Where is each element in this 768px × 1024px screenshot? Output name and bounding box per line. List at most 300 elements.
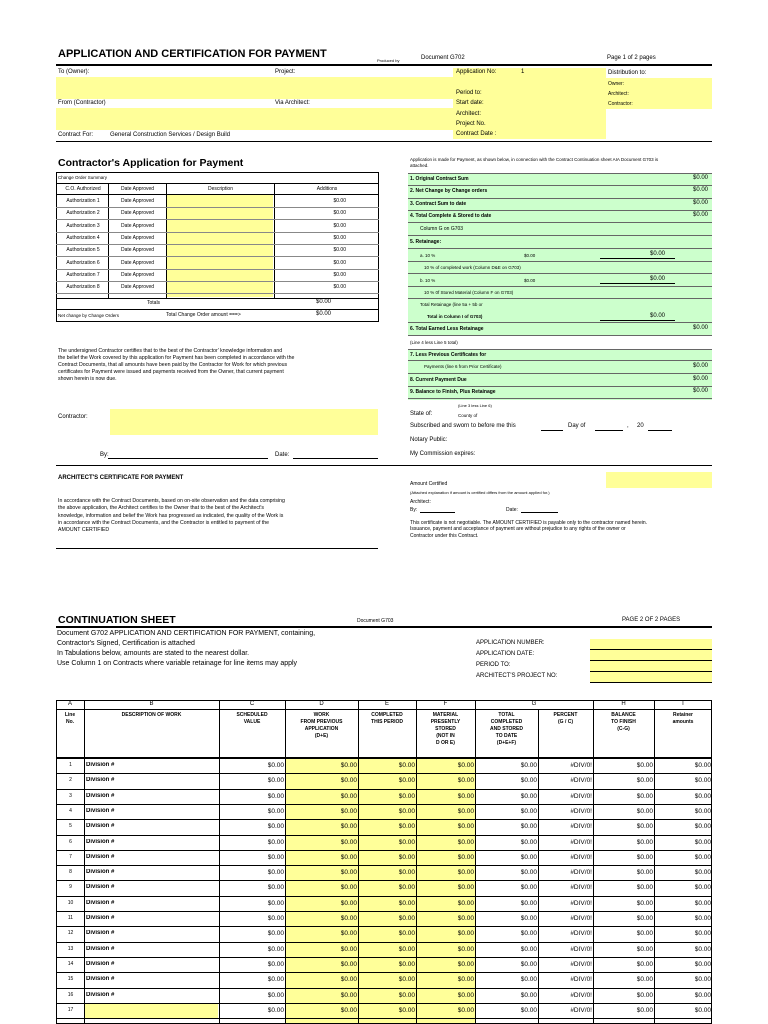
col-heading-line: Line [64,712,76,718]
cell-e[interactable]: $0.00 [398,792,415,800]
cell-f[interactable]: $0.00 [457,823,474,831]
cell-g: $0.00 [520,777,537,785]
col-letter: A [67,701,72,707]
col-heading-line: (D+E) [314,733,329,739]
arch-line: AMOUNT CERTIFIED [58,527,110,534]
cont-rule [56,626,712,628]
cell-h: $0.00 [636,1006,653,1014]
cell-h: $0.00 [636,823,653,831]
cell-f[interactable]: $0.00 [457,777,474,785]
cell-desc[interactable]: Division # [86,915,115,921]
col-divider [654,700,655,1024]
retainage-b: b. 10 % [420,278,436,283]
cell-d[interactable]: $0.00 [340,1006,357,1014]
cell-desc[interactable]: Division # [86,838,115,845]
cell-g: $0.00 [520,1006,537,1014]
retainage-b-value: $0.00 [524,278,536,283]
table-row-rule [56,1018,712,1019]
col-divider [285,700,286,1024]
architect-cert-title: ARCHITECT'S CERTIFICATE FOR PAYMENT [58,475,184,481]
cell-h: $0.00 [636,945,653,953]
cell-h: $0.00 [636,960,653,968]
cell-no: 2 [69,777,72,784]
cell-desc[interactable]: Division # [86,899,115,906]
period-to-label-2: PERIOD TO: [476,662,511,668]
cell-i: $0.00 [694,991,711,999]
line5-label: 5. Retainage: [410,239,442,245]
cell-c[interactable]: $0.00 [267,884,284,892]
period-to-label: Period to: [456,90,482,96]
cell-f[interactable]: $0.00 [457,762,474,769]
cell-no: 9 [69,884,72,891]
col-heading [358,712,416,726]
subscribed-label: Subscribed and sworn to before me this [410,423,516,429]
cert-line: certificates for Payment were issued and payments received from the Owner, that current payment [58,369,284,375]
line7-value: $0.00 [693,363,709,369]
cell-e[interactable]: $0.00 [398,945,415,953]
from-contractor-label: From (Contractor) [58,100,106,106]
cell-f[interactable]: $0.00 [457,869,474,877]
cell-f[interactable]: $0.00 [457,945,474,953]
summary-rule [408,261,712,262]
cell-h: $0.00 [636,930,653,938]
summary-rule [408,248,712,249]
cell-no: 5 [69,823,72,830]
cell-f[interactable]: $0.00 [457,884,474,892]
col-heading-line: TO DATE [495,733,518,739]
cell-i: $0.00 [694,823,711,831]
cell-h: $0.00 [636,792,653,800]
cell-pct: #DIV/0! [570,838,592,846]
cell-d[interactable]: $0.00 [340,792,357,800]
table-row-rule [56,850,712,851]
arch-line: in accordance with the Contract Documents, and the Contractor is entitled to payment of the [58,519,270,526]
start-date-label: Start date: [456,100,484,106]
cell-c[interactable]: $0.00 [267,762,284,769]
cell-i: $0.00 [694,853,711,861]
cell-pct: #DIV/0! [570,762,592,769]
co-addition-value: $0.00 [333,271,346,278]
col-add-header: Additions [316,186,338,192]
cell-h: $0.00 [636,915,653,922]
dist-owner-label: Owner: [608,81,625,87]
co-date-approved: Date Approved [120,284,155,291]
col-heading [475,712,538,747]
continuation-notes [57,629,315,669]
line9-label: 9. Balance to Finish, Plus Retainage [410,389,496,395]
col-divider [593,700,594,1024]
col-heading [654,712,712,726]
co-addition-value: $0.00 [333,259,346,266]
project-label: Project: [275,69,296,75]
cell-e[interactable]: $0.00 [398,960,415,968]
cell-g: $0.00 [520,915,537,922]
line6-value: $0.00 [693,325,709,331]
line7-label: 7. Less Previous Certificates for [410,352,487,358]
cell-d[interactable]: $0.00 [340,976,357,984]
nn-line: Contractor under this Contract. [410,532,479,539]
cell-desc[interactable]: Division # [86,884,115,891]
cell-e[interactable]: $0.00 [398,930,415,938]
co-row-rule [56,293,379,294]
co-date-approved: Date Approved [120,210,155,217]
col-heading [285,712,358,740]
cell-e[interactable]: $0.00 [398,899,415,907]
cell-desc[interactable]: Division # [86,945,115,952]
cell-g: $0.00 [520,762,537,769]
cell-f[interactable]: $0.00 [457,915,474,922]
contractor-app-title: Contractor's Application for Payment [58,157,244,169]
by-line [108,458,268,459]
info-line [590,660,712,661]
cell-c[interactable]: $0.00 [267,792,284,800]
cell-d[interactable]: $0.00 [340,838,357,846]
by-label: By: [100,452,109,458]
co-authorization: Authorization 6 [66,259,100,266]
application-no-label: Application No: [456,69,497,75]
cell-pct: #DIV/0! [570,930,592,938]
co-date-approved: Date Approved [120,247,155,254]
cell-desc[interactable]: Division # [86,792,115,799]
table-row-rule [56,942,712,943]
cell-no: 7 [69,853,72,860]
summary-rule [408,222,712,223]
col-heading-line: (C-G) [617,726,630,732]
col-heading [56,712,84,726]
cell-i: $0.00 [694,838,711,846]
cell-no: 8 [69,869,72,876]
change-order-summary-label: Change Order Summary [58,175,108,180]
cell-c[interactable]: $0.00 [267,899,284,907]
arch-architect-label: Architect: [410,499,431,505]
amount-certified-label: Amount Certified [410,481,448,487]
cell-h: $0.00 [636,991,653,999]
arch-by-label: By: [410,507,418,513]
col-heading-line: (G / C) [558,719,573,725]
page-title: APPLICATION AND CERTIFICATION FOR PAYMENT [58,48,327,60]
cell-no: 6 [69,838,72,845]
arch-date-label: Date: [506,507,518,513]
attach-note: (Attached explanation if amount is certified differs from the amount applied for.) [410,490,550,495]
app-number-label: APPLICATION NUMBER: [476,640,545,646]
architect-cert-body [58,498,285,534]
co-authorization: Authorization 2 [66,210,100,217]
info-line [590,649,712,650]
table-row-rule [56,865,712,866]
total-retainage-value: $0.00 [650,313,666,319]
co-date-approved: Date Approved [120,222,155,229]
line1-label: 1. Original Contract Sum [410,176,469,182]
intro-line: Application is made for Payment, as shown below, in connection with the Contract Continuation sheet AIA Document G703 is [410,157,659,162]
cell-e[interactable]: $0.00 [398,807,415,815]
cell-e[interactable]: $0.00 [398,991,415,999]
continuation-page: PAGE 2 OF 2 PAGES [622,617,681,623]
cell-d[interactable]: $0.00 [340,991,357,999]
owner-input[interactable] [56,77,453,99]
cell-d[interactable]: $0.00 [340,884,357,892]
dist-architect-label: Architect: [608,91,629,97]
cell-pct: #DIV/0! [570,869,592,877]
cell-i: $0.00 [694,960,711,968]
cell-c[interactable]: $0.00 [267,930,284,938]
cell-c[interactable]: $0.00 [267,960,284,968]
table-row-rule [56,789,712,790]
co-authorization: Authorization 4 [66,234,100,241]
col-divider [416,700,417,1024]
col-divider [538,709,539,1024]
cell-no: 1 [69,762,72,768]
line2-value: $0.00 [693,187,709,193]
cell-e[interactable]: $0.00 [398,823,415,831]
cell-c[interactable]: $0.00 [267,1006,284,1014]
cell-d[interactable]: $0.00 [340,899,357,907]
cell-f[interactable]: $0.00 [457,1006,474,1014]
cell-no: 17 [67,1006,74,1013]
cell-e[interactable]: $0.00 [398,915,415,922]
cell-e[interactable]: $0.00 [398,762,415,769]
cell-e[interactable]: $0.00 [398,884,415,892]
cell-e[interactable]: $0.00 [398,976,415,984]
cell-f[interactable]: $0.00 [457,899,474,907]
cell-i: $0.00 [694,930,711,938]
col-heading-line: TOTAL [498,712,515,718]
col-heading-line: COMPLETED [490,719,523,725]
contractor-input[interactable] [56,108,453,130]
cell-c[interactable]: $0.00 [267,869,284,877]
cell-f[interactable]: $0.00 [457,792,474,800]
cell-d[interactable]: $0.00 [340,853,357,861]
cell-g: $0.00 [520,960,537,968]
cell-g: $0.00 [520,945,537,953]
dist-contractor-label: Contractor: [608,101,633,107]
cell-c[interactable]: $0.00 [267,838,284,846]
cell-h: $0.00 [636,838,653,846]
note-line: Use Column 1 on Contracts where variable retainage for line items may apply [57,660,298,667]
cell-no: 4 [69,807,72,814]
contractor-sign-label: Contractor: [58,414,88,420]
cell-pct: #DIV/0! [570,945,592,953]
co-date-approved: Date Approved [120,234,155,241]
cell-d[interactable]: $0.00 [340,915,357,922]
col-heading-line: D OR E) [436,740,455,746]
cert-line: shown herein is now due. [58,376,117,382]
cell-desc[interactable]: Division # [86,930,115,937]
co-authorization: Authorization 5 [66,247,100,254]
line8-label: 8. Current Payment Due [410,377,467,383]
cell-g: $0.00 [520,899,537,907]
cell-f[interactable]: $0.00 [457,960,474,968]
commission-label: My Commission expires: [410,451,476,457]
line8-value: $0.00 [693,376,709,382]
co-rule [56,183,379,184]
col-co-header: C.O. Authorized [65,186,101,192]
cell-desc[interactable]: Division # [86,960,115,967]
cell-i: $0.00 [694,1006,711,1014]
cell-h: $0.00 [636,884,653,892]
amount-certified-input[interactable] [606,472,712,488]
arch-line: In accordance with the Contract Documents, based on on-site observation and the data comprising [58,498,285,504]
retainage-a: a. 10 % [420,253,436,258]
cell-c[interactable]: $0.00 [267,915,284,922]
cell-f[interactable]: $0.00 [457,853,474,861]
col-heading-line: FROM PREVIOUS [300,719,343,725]
to-owner-label: To (Owner): [58,69,90,75]
cert-line: the belief the Work covered by this application for Payment has been completed in accordance with the [58,355,295,361]
total-co-value: $0.00 [316,311,332,317]
cell-d[interactable]: $0.00 [340,762,357,769]
app-date-label: APPLICATION DATE: [476,651,535,657]
table-row-rule [56,835,712,836]
co-date-approved: Date Approved [120,259,155,266]
co-authorization: Authorization 1 [66,198,100,204]
retainage-b-desc: 10 % 0f Stored Material (Column F on G703) [424,290,514,295]
cell-pct: #DIV/0! [570,1006,592,1014]
month-line [595,430,623,431]
table-row-rule [56,804,712,805]
col-heading-line: TO FINISH [611,719,636,725]
cell-desc[interactable]: Division # [86,853,115,860]
summary-rule [408,173,712,174]
summary-rule [408,235,712,236]
day-of-label: Day of [568,423,586,429]
cell-e[interactable]: $0.00 [398,1006,415,1014]
cell-f[interactable]: $0.00 [457,807,474,815]
cell-d[interactable]: $0.00 [340,869,357,877]
county-of-label: County of [458,413,478,418]
cell-pct: #DIV/0! [570,960,592,968]
contract-for-label: Contract For: [58,132,94,138]
cell-d[interactable]: $0.00 [340,777,357,785]
arch-project-no-label: ARCHITECT'S PROJECT NO: [476,673,558,679]
cell-c[interactable]: $0.00 [267,807,284,815]
arch-date-line [521,512,558,513]
cell-desc[interactable]: Division # [86,777,115,784]
header-row-rule [56,757,712,759]
cell-c[interactable]: $0.00 [267,991,284,999]
nn-line: This certificate is not negotiable. The AMOUNT CERTIFIED is payable only to the contractor named herein. [410,520,648,526]
cell-i: $0.00 [694,762,711,769]
cell-g: $0.00 [520,869,537,877]
col-heading [84,712,219,719]
summary-rule [408,298,712,299]
info-line [590,682,712,683]
co-row-rule [56,232,379,233]
cell-pct: #DIV/0! [570,807,592,815]
cell-h: $0.00 [636,762,653,769]
table-row-rule [56,819,712,820]
ret-line [600,320,675,321]
cell-f[interactable]: $0.00 [457,930,474,938]
col-divider [475,700,476,1024]
cell-g: $0.00 [520,838,537,846]
info-line [590,671,712,672]
cell-i: $0.00 [694,869,711,877]
col-heading-line: PRESENTLY [430,719,461,725]
col-heading [219,712,285,726]
application-no-value: 1 [521,69,525,75]
cell-desc[interactable]: Division # [86,762,115,768]
cell-pct: #DIV/0! [570,991,592,999]
year-prefix: 20 [637,423,644,429]
cell-c[interactable]: $0.00 [267,976,284,984]
totals-label: Totals [147,300,161,306]
contract-date-label: Contract Date : [456,131,497,137]
table-row-rule [56,957,712,958]
cell-d[interactable]: $0.00 [340,930,357,938]
cell-desc[interactable]: Division # [86,823,115,830]
cell-pct: #DIV/0! [570,823,592,831]
table-row-rule [56,972,712,973]
co-row-rule [56,207,379,208]
cell-g: $0.00 [520,884,537,892]
cell-i: $0.00 [694,945,711,953]
cell-h: $0.00 [636,777,653,785]
summary-rule [408,322,712,323]
cell-e[interactable]: $0.00 [398,853,415,861]
cell-h: $0.00 [636,807,653,815]
cell-g: $0.00 [520,823,537,831]
cell-g: $0.00 [520,853,537,861]
summary-rule [408,286,712,287]
co-authorization: Authorization 7 [66,271,100,278]
not-negotiable [410,520,647,539]
co-row-rule [56,269,379,270]
line9-note: (Line 3 less Line 6) [458,403,492,408]
cell-desc[interactable]: Division # [86,869,115,876]
cell-i: $0.00 [694,792,711,800]
cell-desc[interactable]: Division # [86,991,115,998]
cell-h: $0.00 [636,976,653,984]
arch-rule [56,548,378,549]
line3-label: 3. Contract Sum to date [410,201,467,207]
cell-c[interactable]: $0.00 [267,823,284,831]
cell-d[interactable]: $0.00 [340,823,357,831]
cell-f[interactable]: $0.00 [457,991,474,999]
cell-d[interactable]: $0.00 [340,807,357,815]
date-label: Date: [275,452,290,458]
cell-e[interactable]: $0.00 [398,869,415,877]
col-letter: C [249,701,255,707]
cell-d[interactable]: $0.00 [340,960,357,968]
cell-pct: #DIV/0! [570,777,592,785]
col-divider [358,700,359,1024]
note-line: In Tabulations below, amounts are stated to the nearest dollar. [57,650,250,657]
summary-rule [408,349,712,350]
cell-c[interactable]: $0.00 [267,777,284,785]
cell-desc[interactable]: Division # [86,807,115,814]
distribution-label: Distribution to: [608,70,647,76]
cell-h: $0.00 [636,869,653,877]
nn-line: Issuance, payment and acceptance of payment are without prejudice to any rights of the owner or [410,526,626,533]
cell-c[interactable]: $0.00 [267,945,284,953]
cell-no: 10 [67,899,74,906]
cell-desc[interactable]: Division # [86,976,115,983]
architect-label: Architect: [456,111,482,117]
retainage-a-desc: 10 % of completed work (Column D&E on G703) [424,265,521,270]
total-retainage-label-2: Total in Column I of G703) [427,314,483,319]
cell-i: $0.00 [694,807,711,815]
cell-d[interactable]: $0.00 [340,945,357,953]
col-heading [593,712,654,733]
cell-e[interactable]: $0.00 [398,838,415,846]
col-heading-line: AND STORED [490,726,523,732]
summary-rule [408,273,712,274]
cell-c[interactable]: $0.00 [267,853,284,861]
cell-e[interactable]: $0.00 [398,777,415,785]
cell-f[interactable]: $0.00 [457,976,474,984]
cell-f[interactable]: $0.00 [457,838,474,846]
contractor-sign-input[interactable] [110,409,378,435]
